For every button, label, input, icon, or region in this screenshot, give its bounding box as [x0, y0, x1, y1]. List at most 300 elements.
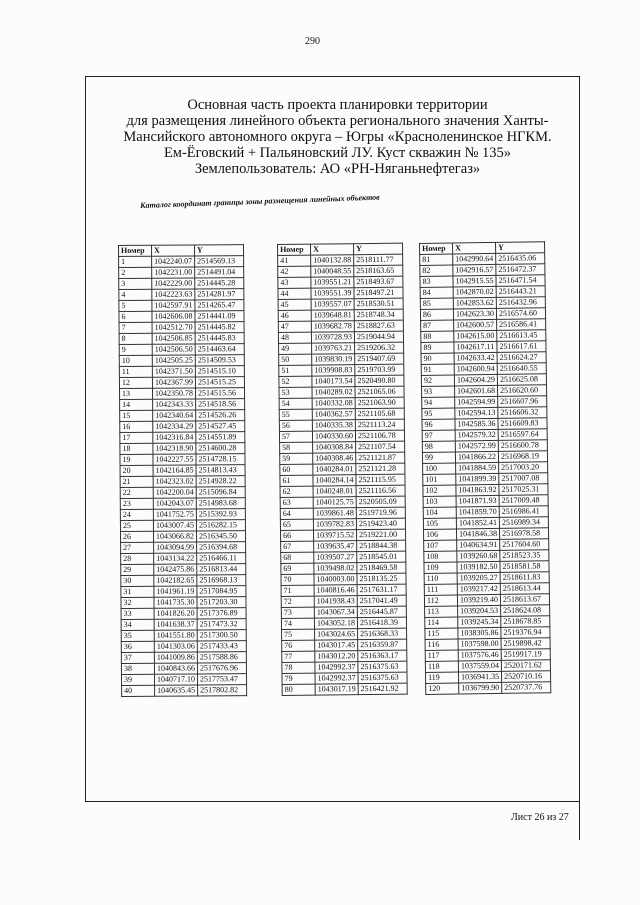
- x-coordinate: 1041551.80: [154, 630, 197, 641]
- x-coordinate: 1039219.40: [457, 594, 500, 606]
- y-coordinate: 2516375.63: [358, 672, 407, 684]
- table-row: [280, 441, 405, 453]
- point-number: 25: [120, 520, 153, 531]
- point-number: 111: [424, 584, 457, 595]
- point-number: 55: [279, 409, 312, 420]
- y-coordinate: 2516813.44: [197, 564, 246, 575]
- x-coordinate: 1042318.90: [153, 443, 196, 454]
- x-coordinate: 1041638.37: [154, 619, 197, 630]
- x-coordinate: 1041938.43: [314, 596, 357, 607]
- point-number: 66: [281, 530, 314, 541]
- table-row: [278, 265, 403, 277]
- column-header-y: Y: [354, 243, 403, 255]
- x-coordinate: 1043134.22: [154, 553, 197, 564]
- x-coordinate: 1039728.93: [311, 332, 354, 343]
- x-coordinate: 1040635.45: [155, 685, 198, 696]
- x-coordinate: 1039551.39: [311, 288, 354, 299]
- x-coordinate: 1041826.20: [154, 608, 197, 619]
- x-coordinate: 1042316.84: [153, 432, 196, 443]
- table-row: [122, 685, 247, 697]
- point-number: 86: [420, 309, 453, 320]
- table-header-row: [119, 245, 244, 257]
- x-coordinate: 1040289.02: [312, 387, 355, 398]
- y-coordinate: 2517473.32: [197, 619, 246, 630]
- x-coordinate: 1039498.02: [314, 563, 357, 574]
- y-coordinate: 2517041.49: [357, 595, 406, 607]
- x-coordinate: 1039648.81: [311, 310, 354, 321]
- y-coordinate: 2516445.87: [357, 606, 406, 618]
- column-header-x: X: [311, 244, 354, 255]
- y-coordinate: 2516625.08: [497, 374, 546, 386]
- point-number: 71: [281, 585, 314, 596]
- title-line: Ем-Ёговский + Пальяновский ЛУ. Куст скважин № 135»: [163, 145, 512, 161]
- x-coordinate: 1039782.83: [313, 519, 356, 530]
- table-row: [121, 553, 246, 565]
- y-coordinate: 2516968.13: [197, 575, 246, 586]
- y-coordinate: 2516597.64: [498, 429, 547, 441]
- point-number: 97: [422, 430, 455, 441]
- x-coordinate: 1043024.65: [315, 629, 358, 640]
- y-coordinate: 2514518.56: [196, 399, 245, 410]
- table-row: [281, 551, 406, 563]
- column-header-y: Y: [195, 245, 244, 256]
- x-coordinate: 1042182.65: [154, 575, 197, 586]
- x-coordinate: 1039205.27: [457, 572, 500, 584]
- table-row: [282, 661, 407, 673]
- y-coordinate: 2517009.48: [499, 495, 548, 507]
- y-coordinate: 2514527.45: [196, 421, 245, 432]
- x-coordinate: 1042229.00: [152, 278, 195, 289]
- table-row: [119, 344, 244, 356]
- table-row: [278, 276, 403, 288]
- point-number: 88: [421, 331, 454, 342]
- table-row: [280, 507, 405, 519]
- x-coordinate: 1041866.22: [455, 451, 498, 463]
- x-coordinate: 1043066.82: [153, 531, 196, 542]
- x-coordinate: 1042604.29: [454, 374, 497, 386]
- y-coordinate: 2518135.25: [357, 573, 406, 585]
- y-coordinate: 2516600.78: [498, 440, 547, 452]
- x-coordinate: 1043007.45: [153, 520, 196, 531]
- table-row: [281, 562, 406, 574]
- x-coordinate: 1042505.25: [152, 355, 195, 366]
- point-number: 68: [281, 552, 314, 563]
- y-coordinate: 2516640.55: [497, 363, 546, 375]
- y-coordinate: 2516432.96: [496, 297, 545, 309]
- x-coordinate: 1040332.08: [312, 398, 355, 409]
- x-coordinate: 1042600.94: [454, 363, 497, 375]
- y-coordinate: 2516472.37: [496, 264, 545, 276]
- y-coordinate: 2516989.34: [499, 517, 548, 529]
- point-number: 51: [279, 365, 312, 376]
- point-number: 94: [422, 397, 455, 408]
- x-coordinate: 1039507.27: [314, 552, 357, 563]
- x-coordinate: 1043094.99: [154, 542, 197, 553]
- point-number: 50: [279, 354, 312, 365]
- x-coordinate: 1042990.64: [453, 253, 496, 265]
- point-number: 15: [120, 410, 153, 421]
- table-row: [120, 410, 245, 422]
- table-row: [119, 366, 244, 378]
- x-coordinate: 1040284.01: [313, 464, 356, 475]
- table-row: [121, 641, 246, 653]
- column-header-num: Номер: [420, 243, 453, 254]
- x-coordinate: 1042164.85: [153, 465, 196, 476]
- y-coordinate: 2516986.41: [499, 506, 548, 518]
- point-number: 89: [421, 342, 454, 353]
- y-coordinate: 2519719.96: [356, 507, 405, 519]
- y-coordinate: 2516368.33: [358, 628, 407, 640]
- y-coordinate: 2518523.35: [500, 550, 549, 562]
- y-coordinate: 2521107.54: [356, 441, 405, 453]
- y-coordinate: 2516620.60: [497, 385, 546, 397]
- y-coordinate: 2514813.43: [196, 465, 245, 476]
- y-coordinate: 2514445.28: [195, 278, 244, 289]
- point-number: 7: [119, 322, 152, 333]
- table-row: [120, 520, 245, 532]
- table-row: [281, 540, 406, 552]
- point-number: 73: [281, 607, 314, 618]
- table-row: [121, 674, 246, 686]
- point-number: 120: [426, 683, 459, 694]
- y-coordinate: 2518581.58: [500, 561, 549, 573]
- point-number: 74: [281, 618, 314, 629]
- y-coordinate: 2518469.58: [357, 562, 406, 574]
- x-coordinate: 1039245.34: [458, 616, 501, 628]
- y-coordinate: 2516394.68: [197, 542, 246, 553]
- x-coordinate: 1042240.07: [152, 256, 195, 267]
- x-coordinate: 1040634.91: [457, 539, 500, 551]
- y-coordinate: 2516359.87: [358, 639, 407, 651]
- point-number: 46: [278, 310, 311, 321]
- point-number: 65: [280, 519, 313, 530]
- y-coordinate: 2521121.87: [356, 452, 405, 464]
- point-number: 14: [120, 399, 153, 410]
- y-coordinate: 2517025.31: [499, 484, 548, 496]
- x-coordinate: 1042992.37: [315, 662, 358, 673]
- point-number: 116: [425, 639, 458, 650]
- table-row: [279, 364, 404, 376]
- table-row: [279, 397, 404, 409]
- x-coordinate: 1039551.21: [311, 277, 354, 288]
- point-number: 83: [420, 276, 453, 287]
- point-number: 17: [120, 432, 153, 443]
- y-coordinate: 2514509.53: [195, 355, 244, 366]
- point-number: 81: [420, 254, 453, 265]
- catalog-title: Каталог координат границы зоны размещения линейных объектов: [140, 192, 380, 210]
- point-number: 92: [421, 375, 454, 386]
- column-header-x: X: [453, 242, 496, 254]
- point-number: 48: [278, 332, 311, 343]
- y-coordinate: 2517007.08: [499, 473, 548, 485]
- x-coordinate: 1040003.00: [314, 574, 357, 585]
- table-row: [119, 300, 244, 312]
- point-number: 18: [120, 443, 153, 454]
- column-header-y: Y: [495, 242, 544, 254]
- table-row: [280, 474, 405, 486]
- x-coordinate: 1040284.14: [313, 475, 356, 486]
- point-number: 19: [120, 454, 153, 465]
- y-coordinate: 2519898.42: [501, 638, 550, 650]
- point-number: 78: [282, 662, 315, 673]
- column-header-num: Номер: [119, 245, 152, 256]
- x-coordinate: 1041884.59: [456, 462, 499, 474]
- y-coordinate: 2521105.68: [355, 408, 404, 420]
- x-coordinate: 1040048.55: [311, 266, 354, 277]
- y-coordinate: 2516586.41: [497, 319, 546, 331]
- y-coordinate: 2518493.67: [354, 276, 403, 288]
- y-coordinate: 2514728.15: [196, 454, 245, 465]
- x-coordinate: 1042633.42: [454, 352, 497, 364]
- table-row: [278, 320, 403, 332]
- x-coordinate: 1041899.39: [456, 473, 499, 485]
- x-coordinate: 1043017.19: [315, 684, 358, 695]
- x-coordinate: 1040335.38: [312, 420, 355, 431]
- point-number: 32: [121, 597, 154, 608]
- point-number: 99: [422, 452, 455, 463]
- y-coordinate: 2516574.60: [496, 308, 545, 320]
- point-number: 103: [423, 496, 456, 507]
- coordinates-table-3: [419, 241, 551, 695]
- y-coordinate: 2517203.30: [197, 597, 246, 608]
- y-coordinate: 2514515.10: [195, 366, 244, 377]
- x-coordinate: 1039557.07: [311, 299, 354, 310]
- y-coordinate: 2519221.00: [356, 529, 405, 541]
- point-number: 104: [423, 507, 456, 518]
- y-coordinate: 2518111.77: [354, 254, 403, 266]
- table-row: [121, 542, 246, 554]
- y-coordinate: 2514551.89: [196, 432, 245, 443]
- table-row: [282, 650, 407, 662]
- point-number: 27: [121, 542, 154, 553]
- table-row: [281, 584, 406, 596]
- y-coordinate: 2516607.96: [498, 396, 547, 408]
- point-number: 43: [278, 277, 311, 288]
- table-row: [119, 267, 244, 279]
- y-coordinate: 2521116.56: [356, 485, 405, 497]
- table-row: [120, 432, 245, 444]
- x-coordinate: 1042371.50: [152, 366, 195, 377]
- y-coordinate: 2514445.82: [195, 322, 244, 333]
- x-coordinate: 1042343.33: [153, 399, 196, 410]
- y-coordinate: 2518678.85: [501, 616, 550, 628]
- table-row: [121, 630, 246, 642]
- y-coordinate: 2517588.86: [197, 652, 246, 663]
- y-coordinate: 2516968.19: [498, 451, 547, 463]
- x-coordinate: 1043012.20: [315, 651, 358, 662]
- x-coordinate: 1042870.02: [453, 286, 496, 298]
- y-coordinate: 2514569.13: [195, 256, 244, 267]
- y-coordinate: 2518545.01: [357, 551, 406, 563]
- y-coordinate: 2516421.92: [358, 683, 407, 695]
- table-row: [278, 287, 403, 299]
- table-row: [120, 509, 245, 521]
- point-number: 95: [422, 408, 455, 419]
- point-number: 60: [280, 464, 313, 475]
- y-coordinate: 2517376.89: [197, 608, 246, 619]
- table-row: [120, 443, 245, 455]
- point-number: 62: [280, 486, 313, 497]
- y-coordinate: 2521115.95: [356, 474, 405, 486]
- x-coordinate: 1042043.07: [153, 498, 196, 509]
- table-row: [120, 465, 245, 477]
- point-number: 16: [120, 421, 153, 432]
- y-coordinate: 2514491.04: [195, 267, 244, 278]
- point-number: 33: [121, 608, 154, 619]
- table-row: [281, 606, 406, 618]
- x-coordinate: 1041852.41: [456, 517, 499, 529]
- x-coordinate: 1036941.35: [458, 671, 501, 683]
- y-coordinate: 2517631.17: [357, 584, 406, 596]
- table-row: [119, 377, 244, 389]
- x-coordinate: 1042606.08: [152, 311, 195, 322]
- table-row: [121, 531, 246, 543]
- point-number: 22: [120, 487, 153, 498]
- table-row: [279, 386, 404, 398]
- point-number: 77: [282, 651, 315, 662]
- title-line: Основная часть проекта планировки территории: [187, 97, 488, 113]
- point-number: 70: [281, 574, 314, 585]
- x-coordinate: 1042585.36: [455, 418, 498, 430]
- y-coordinate: 2521121.28: [356, 463, 405, 475]
- y-coordinate: 2515096.84: [196, 487, 245, 498]
- x-coordinate: 1039763.21: [312, 343, 355, 354]
- y-coordinate: 2520710.16: [501, 671, 550, 683]
- x-coordinate: 1039715.52: [313, 530, 356, 541]
- table-row: [121, 575, 246, 587]
- point-number: 39: [121, 674, 154, 685]
- point-number: 107: [424, 540, 457, 551]
- y-coordinate: 2515392.93: [196, 509, 245, 520]
- y-coordinate: 2521063.90: [355, 397, 404, 409]
- x-coordinate: 1039182.50: [457, 561, 500, 573]
- point-number: 67: [281, 541, 314, 552]
- point-number: 113: [425, 606, 458, 617]
- table-row: [278, 331, 403, 343]
- x-coordinate: 1042334.29: [153, 421, 196, 432]
- point-number: 4: [119, 289, 152, 300]
- table-row: [281, 573, 406, 585]
- point-number: 44: [278, 288, 311, 299]
- y-coordinate: 2518497.21: [354, 287, 403, 299]
- title-line: Мансийского автономного округа – Югры «Красноленинское НГКМ.: [123, 129, 552, 145]
- y-coordinate: 2516471.54: [496, 275, 545, 287]
- table-row: [282, 639, 407, 651]
- table-row: [280, 485, 405, 497]
- y-coordinate: 2514928.22: [196, 476, 245, 487]
- point-number: 2: [119, 267, 152, 278]
- x-coordinate: 1043052.18: [314, 618, 357, 629]
- point-number: 80: [282, 684, 315, 695]
- point-number: 56: [279, 420, 312, 431]
- y-coordinate: 2516282.15: [196, 520, 245, 531]
- point-number: 23: [120, 498, 153, 509]
- x-coordinate: 1042623.30: [453, 308, 496, 320]
- point-number: 79: [282, 673, 315, 684]
- x-coordinate: 1042601.68: [455, 385, 498, 397]
- sheet-label: Лист 26 из 27: [511, 812, 569, 823]
- point-number: 11: [119, 366, 152, 377]
- point-number: 91: [421, 364, 454, 375]
- point-number: 76: [282, 640, 315, 651]
- x-coordinate: 1037576.46: [458, 649, 501, 661]
- point-number: 117: [425, 650, 458, 661]
- table-row: [278, 309, 403, 321]
- table-row: [121, 663, 246, 675]
- x-coordinate: 1043017.45: [315, 640, 358, 651]
- table-row: [121, 608, 246, 620]
- y-coordinate: 2516418.39: [357, 617, 406, 629]
- point-number: 6: [119, 311, 152, 322]
- x-coordinate: 1042512.70: [152, 322, 195, 333]
- y-coordinate: 2518613.44: [500, 583, 549, 595]
- table-row: [279, 408, 404, 420]
- x-coordinate: 1042615.00: [454, 330, 497, 342]
- y-coordinate: 2516609.83: [498, 418, 547, 430]
- point-number: 54: [279, 398, 312, 409]
- x-coordinate: 1040308.46: [313, 453, 356, 464]
- point-number: 49: [279, 343, 312, 354]
- table-row: [426, 682, 551, 695]
- point-number: 101: [423, 474, 456, 485]
- table-row: [280, 452, 405, 464]
- y-coordinate: 2519376.94: [501, 627, 550, 639]
- point-number: 84: [420, 287, 453, 298]
- x-coordinate: 1041961.19: [154, 586, 197, 597]
- point-number: 10: [119, 355, 152, 366]
- point-number: 64: [280, 508, 313, 519]
- point-number: 37: [121, 652, 154, 663]
- point-number: 29: [121, 564, 154, 575]
- point-number: 8: [119, 333, 152, 344]
- point-number: 59: [280, 453, 313, 464]
- y-coordinate: 2519407.69: [355, 353, 404, 365]
- y-coordinate: 2517003.20: [499, 462, 548, 474]
- y-coordinate: 2516624.27: [497, 352, 546, 364]
- point-number: 40: [122, 685, 155, 696]
- y-coordinate: 2516443.21: [496, 286, 545, 298]
- y-coordinate: 2518611.83: [500, 572, 549, 584]
- y-coordinate: 2518624.08: [501, 605, 550, 617]
- x-coordinate: 1040330.60: [312, 431, 355, 442]
- table-row: [119, 278, 244, 290]
- y-coordinate: 2514515.56: [195, 388, 244, 399]
- x-coordinate: 1042231.00: [152, 267, 195, 278]
- x-coordinate: 1040125.75: [313, 497, 356, 508]
- point-number: 21: [120, 476, 153, 487]
- x-coordinate: 1042617.11: [454, 341, 497, 353]
- y-coordinate: 2516363.17: [358, 650, 407, 662]
- point-number: 118: [425, 661, 458, 672]
- point-number: 28: [121, 553, 154, 564]
- y-coordinate: 2519917.19: [501, 649, 550, 661]
- x-coordinate: 1042916.57: [453, 264, 496, 276]
- x-coordinate: 1042323.02: [153, 476, 196, 487]
- table-row: [279, 430, 404, 442]
- table-row: [279, 375, 404, 387]
- point-number: 3: [119, 278, 152, 289]
- point-number: 119: [425, 672, 458, 683]
- x-coordinate: 1039830.19: [312, 354, 355, 365]
- title-line: Землепользователь: АО «РН-Няганьнефтегаз»: [194, 161, 481, 177]
- point-number: 87: [421, 320, 454, 331]
- point-number: 72: [281, 596, 314, 607]
- x-coordinate: 1041303.06: [154, 641, 197, 652]
- y-coordinate: 2517802.82: [198, 685, 247, 696]
- y-coordinate: 2514281.97: [195, 289, 244, 300]
- table-row: [120, 388, 245, 400]
- table-row: [121, 619, 246, 631]
